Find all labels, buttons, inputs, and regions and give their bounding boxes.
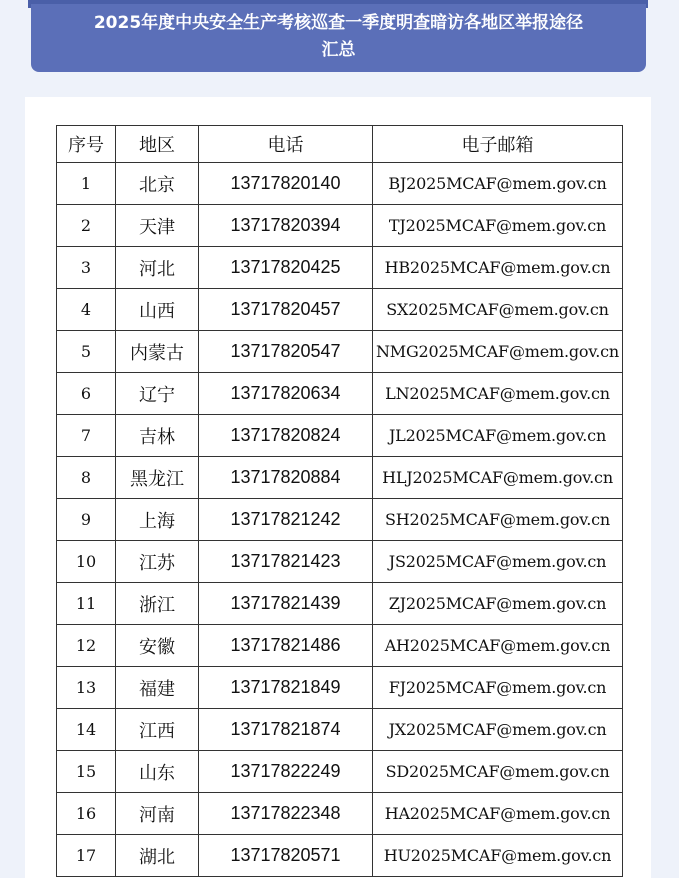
phone-cell: 13717820634 (199, 373, 373, 415)
region-cell: 河南 (116, 793, 199, 835)
phone-cell: 13717821242 (199, 499, 373, 541)
row-number: 4 (57, 289, 116, 331)
phone-cell: 13717820884 (199, 457, 373, 499)
email-cell: SD2025MCAF@mem.gov.cn (373, 751, 623, 793)
table-row (57, 541, 623, 583)
table-row (57, 793, 623, 835)
table-row (57, 457, 623, 499)
region-cell: 北京 (116, 163, 199, 205)
table-body (57, 163, 623, 877)
table-row (57, 289, 623, 331)
email-cell: JS2025MCAF@mem.gov.cn (373, 541, 623, 583)
table-row (57, 373, 623, 415)
phone-cell: 13717820571 (199, 835, 373, 877)
region-cell: 山东 (116, 751, 199, 793)
row-number: 17 (57, 835, 116, 877)
region-cell: 江苏 (116, 541, 199, 583)
row-number: 12 (57, 625, 116, 667)
email-cell: HB2025MCAF@mem.gov.cn (373, 247, 623, 289)
table-row (57, 415, 623, 457)
email-cell: HU2025MCAF@mem.gov.cn (373, 835, 623, 877)
row-number: 10 (57, 541, 116, 583)
row-number: 9 (57, 499, 116, 541)
region-cell: 辽宁 (116, 373, 199, 415)
report-channels-table (56, 125, 623, 877)
row-number: 16 (57, 793, 116, 835)
row-number: 11 (57, 583, 116, 625)
row-number: 5 (57, 331, 116, 373)
phone-cell: 13717821486 (199, 625, 373, 667)
email-cell: JL2025MCAF@mem.gov.cn (373, 415, 623, 457)
phone-cell: 13717821423 (199, 541, 373, 583)
email-cell: SX2025MCAF@mem.gov.cn (373, 289, 623, 331)
phone-cell: 13717822348 (199, 793, 373, 835)
email-cell: AH2025MCAF@mem.gov.cn (373, 625, 623, 667)
title-line-2: 汇总 (321, 40, 356, 60)
title-banner (31, 4, 646, 72)
phone-cell: 13717820140 (199, 163, 373, 205)
region-cell: 江西 (116, 709, 199, 751)
row-number: 13 (57, 667, 116, 709)
phone-cell: 13717821849 (199, 667, 373, 709)
region-cell: 内蒙古 (116, 331, 199, 373)
phone-cell: 13717820824 (199, 415, 373, 457)
table-row (57, 835, 623, 877)
region-cell: 上海 (116, 499, 199, 541)
region-cell: 天津 (116, 205, 199, 247)
phone-cell: 13717820457 (199, 289, 373, 331)
email-cell: SH2025MCAF@mem.gov.cn (373, 499, 623, 541)
phone-cell: 13717822249 (199, 751, 373, 793)
phone-cell: 13717821874 (199, 709, 373, 751)
table-row (57, 205, 623, 247)
row-number: 15 (57, 751, 116, 793)
table-row (57, 583, 623, 625)
region-cell: 山西 (116, 289, 199, 331)
column-header-phone: 电话 (199, 126, 373, 163)
table-row (57, 247, 623, 289)
row-number: 2 (57, 205, 116, 247)
region-cell: 河北 (116, 247, 199, 289)
region-cell: 湖北 (116, 835, 199, 877)
row-number: 8 (57, 457, 116, 499)
email-cell: LN2025MCAF@mem.gov.cn (373, 373, 623, 415)
table-row (57, 625, 623, 667)
row-number: 6 (57, 373, 116, 415)
email-cell: ZJ2025MCAF@mem.gov.cn (373, 583, 623, 625)
phone-cell: 13717821439 (199, 583, 373, 625)
table-row (57, 331, 623, 373)
column-header-no: 序号 (57, 126, 116, 163)
title-line-1: 2025年度中央安全生产考核巡查一季度明查暗访各地区举报途径 (93, 13, 584, 33)
region-cell: 福建 (116, 667, 199, 709)
phone-cell: 13717820425 (199, 247, 373, 289)
column-header-region: 地区 (116, 126, 199, 163)
region-cell: 黑龙江 (116, 457, 199, 499)
region-cell: 吉林 (116, 415, 199, 457)
row-number: 3 (57, 247, 116, 289)
email-cell: HLJ2025MCAF@mem.gov.cn (373, 457, 623, 499)
phone-cell: 13717820547 (199, 331, 373, 373)
table-row (57, 751, 623, 793)
table-row (57, 499, 623, 541)
region-cell: 安徽 (116, 625, 199, 667)
email-cell: BJ2025MCAF@mem.gov.cn (373, 163, 623, 205)
table-row (57, 709, 623, 751)
row-number: 14 (57, 709, 116, 751)
email-cell: NMG2025MCAF@mem.gov.cn (373, 331, 623, 373)
table-row (57, 667, 623, 709)
column-header-email: 电子邮箱 (373, 126, 623, 163)
email-cell: TJ2025MCAF@mem.gov.cn (373, 205, 623, 247)
table-row (57, 163, 623, 205)
row-number: 1 (57, 163, 116, 205)
row-number: 7 (57, 415, 116, 457)
region-cell: 浙江 (116, 583, 199, 625)
table-header-row (57, 126, 623, 163)
phone-cell: 13717820394 (199, 205, 373, 247)
email-cell: HA2025MCAF@mem.gov.cn (373, 793, 623, 835)
email-cell: FJ2025MCAF@mem.gov.cn (373, 667, 623, 709)
email-cell: JX2025MCAF@mem.gov.cn (373, 709, 623, 751)
